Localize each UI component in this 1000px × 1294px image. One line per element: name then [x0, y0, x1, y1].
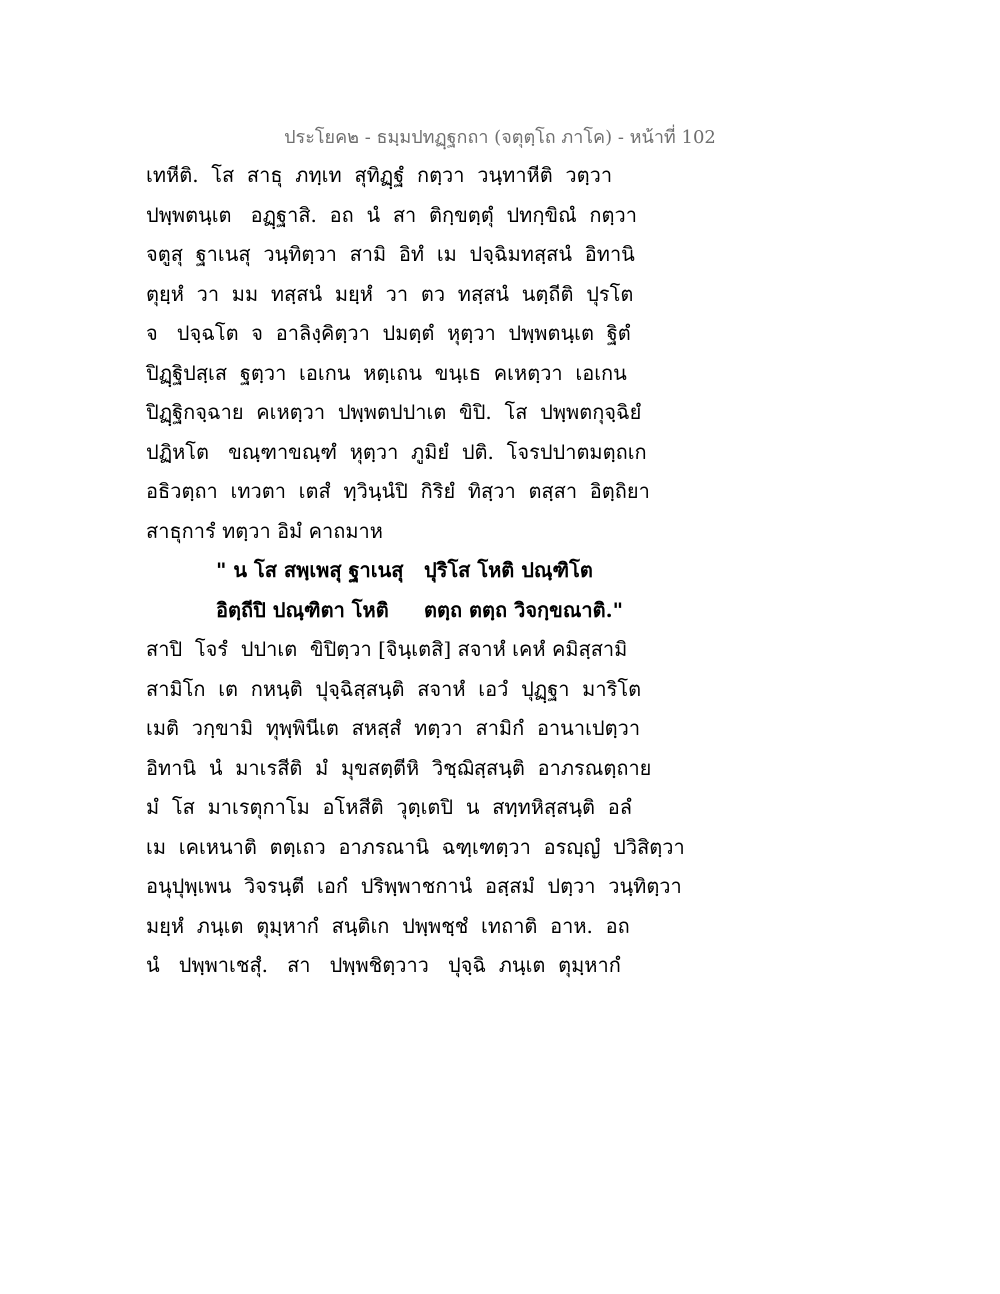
text-line: เทหีติ. โส สาธุ ภทฺเท สุทิฏฺฐํ กตฺวา วนฺทาหีติ วตฺวา — [146, 163, 613, 187]
text-line: จ ปจฺฉโต จ อาลิงฺคิตฺวา ปมตฺตํ หุตฺวา ปพฺพตนฺเต ฐิตํ — [146, 321, 631, 345]
text-line: สามิโก เต กหนฺติ ปุจฺฉิสฺสนฺติ สจาหํ เอวํ ปุฏฺฐา มาริโต — [146, 676, 642, 701]
verse-line-2-first-half: อิตฺถีปิ ปณฺฑิตา โหติ — [216, 597, 389, 622]
text-line: อิทานิ นํ มาเรสีติ มํ มุขสตฺตีหิ วิชฺฌิสฺสนฺติ อาภรณตฺถาย — [146, 755, 652, 780]
page-header: ประโยค๒ - ธมฺมปทฏฺฐกถา (จตุตฺโถ ภาโค) - หน้าที่ 102 — [284, 127, 716, 148]
text-line: ปฏิหโต ขณฺฑาขณฺฑํ หุตฺวา ภูมิยํ ปติ. โจรปปาตมตฺถเก — [146, 439, 647, 464]
text-line: เมติ วกฺขามิ ทุพฺพินีเต สหสฺสํ ทตฺวา สามิกํ อานาเปตฺวา — [146, 716, 641, 740]
text-line: นํ ปพฺพาเชสุํ. สา ปพฺพชิตฺวาว ปุจฺฉิ ภนฺเต ตุมฺหากํ — [146, 953, 621, 977]
verse-line-1-second-half: ปุริโส โหติ ปณฺฑิโต — [424, 558, 593, 582]
text-line: สาปิ โจรํ ปปาเต ขิปิตฺวา [จินฺเตสิ] สจาหํ เคหํ คมิสฺสามิ — [146, 637, 628, 661]
text-line: ปิฏฺฐิกจฺฉาย คเหตฺวา ปพฺพตปปาเต ขิปิ. โส ปพฺพตกุจฺฉิยํ — [146, 400, 642, 424]
text-line: สาธุการํ ทตฺวา อิมํ คาถมาห — [146, 518, 383, 543]
text-line: อธิวตฺถา เทวตา เตสํ ทฺวินฺนํปิ กิริยํ ทิสฺวา ตสฺสา อิตฺถิยา — [146, 479, 650, 503]
verse-line-1-first-half: " น โส สพฺเพสุ ฐาเนสุ — [216, 558, 404, 582]
text-line: ตุยฺหํ วา มม ทสฺสนํ มยฺหํ วา ตว ทสฺสนํ นตฺถีติ ปุรโต — [146, 281, 634, 306]
text-line: เม เคเหนาติ ตตฺเถว อาภรณานิ ฉฑฺเฑตฺวา อรญฺญํ ปวิสิตฺวา — [146, 834, 685, 859]
body-text — [146, 156, 866, 986]
text-line: ปิฏฺฐิปสฺเส ฐตฺวา เอเกน หตฺเถน ขนฺเธ คเหตฺวา เอเกน — [146, 360, 627, 385]
text-line: มํ โส มาเรตุกาโม อโหสีติ วุตฺเตปิ น สทฺทหิสฺสนฺติ อลํ — [146, 795, 633, 819]
verse-line-2-second-half: ตตฺถ ตตฺถ วิจกฺขณาติ." — [424, 597, 623, 622]
verse-line-1 — [146, 551, 866, 591]
text-line: ปพฺพตนฺเต อฏฺฐาสิ. อถ นํ สา ติกฺขตฺตุํ ปทกฺขิณํ กตฺวา — [146, 202, 637, 227]
text-line: อนุปุพฺเพน วิจรนฺตี เอกํ ปริพฺพาชกานํ อสฺสมํ ปตฺวา วนฺทิตฺวา — [146, 874, 682, 898]
text-line: จตูสุ ฐาเนสุ วนฺทิตฺวา สามิ อิทํ เม ปจฺฉิมทสฺสนํ อิทานิ — [146, 242, 635, 266]
text-line: มยฺหํ ภนฺเต ตุมฺหากํ สนฺติเก ปพฺพชฺชํ เทถาติ อาห. อถ — [146, 913, 630, 938]
verse-line-2 — [146, 591, 866, 631]
